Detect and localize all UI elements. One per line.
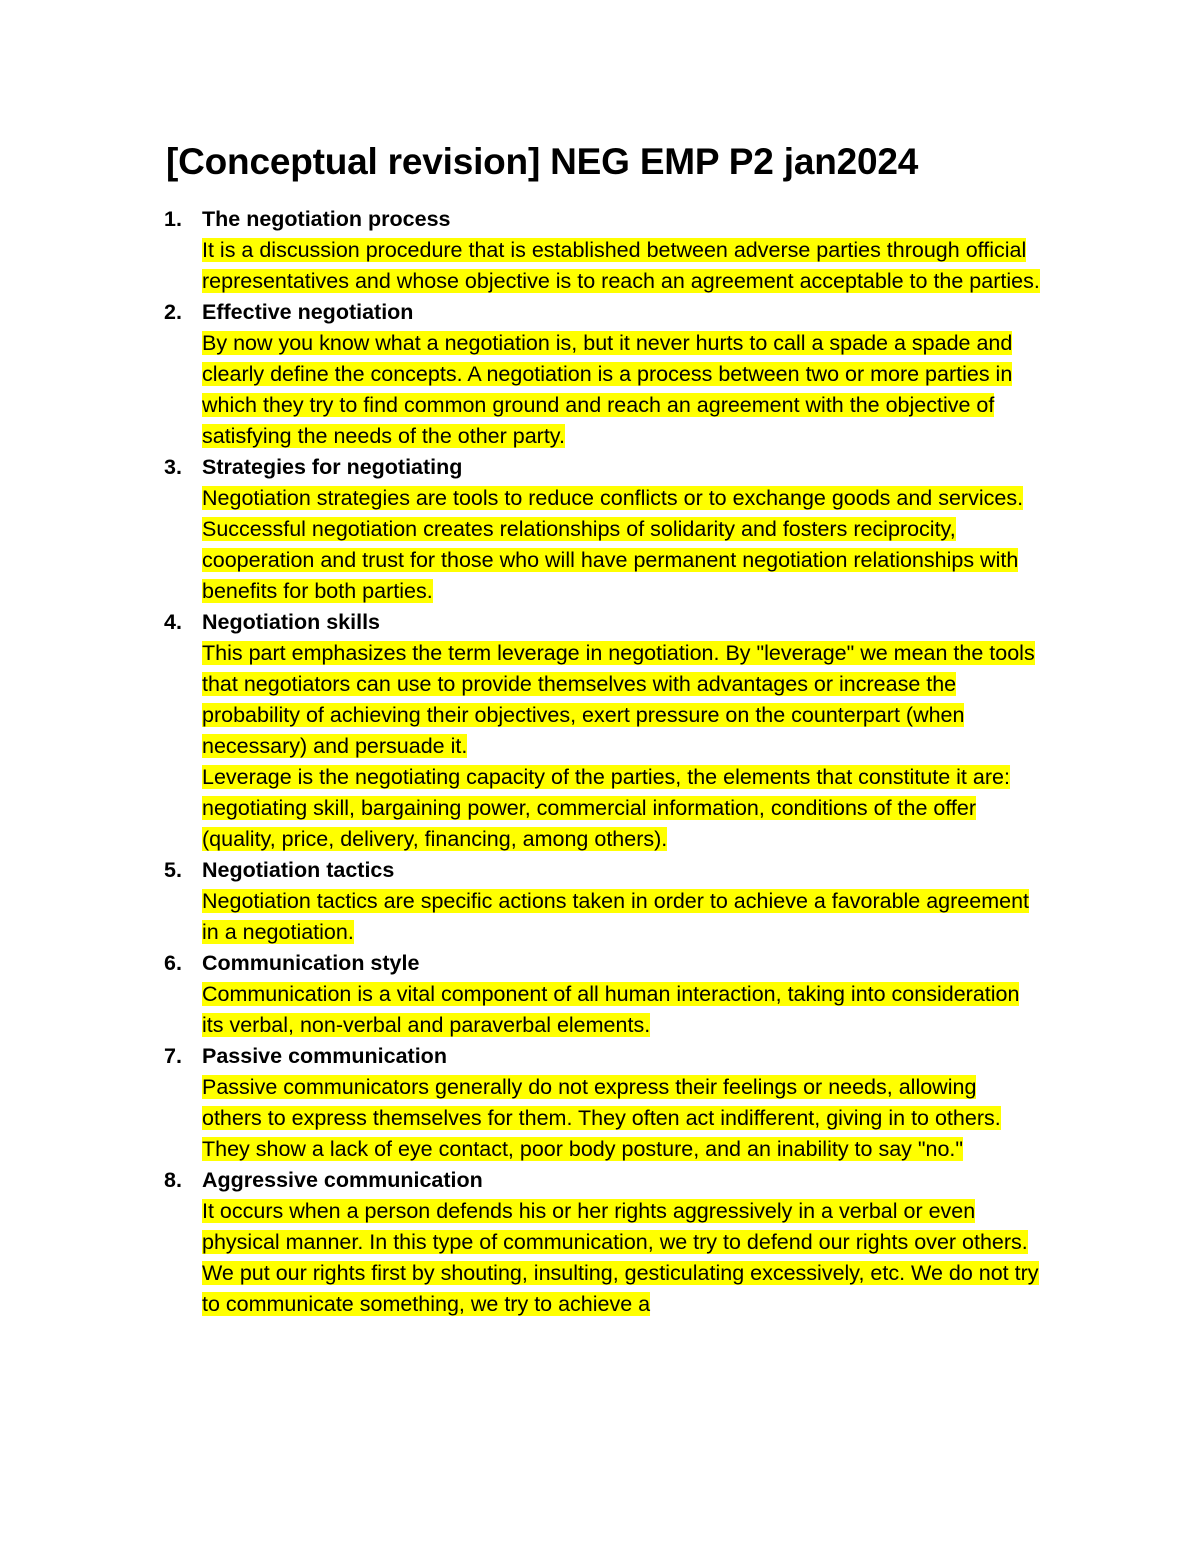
item-paragraph [202, 886, 1042, 948]
item-number: 2. [164, 300, 182, 324]
item-heading: Aggressive communication [202, 1168, 483, 1192]
concept-list [0, 204, 1200, 1320]
item-paragraph [202, 1196, 1042, 1320]
item-heading: Strategies for negotiating [202, 455, 463, 479]
highlighted-text: This part emphasizes the term leverage in negotiation. By "leverage" we mean the tools that negotiators can use to provide themselves with advantages or increase the probability of achieving their objectives, exert pressure on the counterpart (when necessary) and persuade it. [202, 641, 1035, 758]
highlighted-text: It occurs when a person defends his or her rights aggressively in a verbal or even physical manner. In this type of communication, we try to defend our rights over others. We put our rights first by shouting, insulting, gesticulating excessively, etc. We do not try to communicate something, we try to achieve a [202, 1199, 1039, 1316]
item-heading: The negotiation process [202, 207, 451, 231]
item-paragraph [202, 328, 1042, 452]
item-heading: Negotiation tactics [202, 858, 395, 882]
list-item [0, 1165, 1042, 1320]
highlighted-text: It is a discussion procedure that is established between adverse parties through official representatives and whose objective is to reach an agreement acceptable to the parties. [202, 238, 1040, 293]
item-number: 7. [164, 1044, 182, 1068]
item-paragraph [202, 762, 1042, 855]
item-heading: Communication style [202, 951, 420, 975]
highlighted-text: By now you know what a negotiation is, but it never hurts to call a spade a spade and clearly define the concepts. A negotiation is a process between two or more parties in which they try to find common ground and reach an agreement with the objective of satisfying the needs of the other party. [202, 331, 1013, 448]
list-item [0, 948, 1042, 1041]
highlighted-text: Passive communicators generally do not express their feelings or needs, allowing others to express themselves for them. They often act indifferent, giving in to others. They show a lack of eye contact, poor body posture, and an inability to say "no." [202, 1075, 1001, 1161]
item-paragraph [202, 483, 1042, 607]
list-item [0, 204, 1042, 297]
item-heading: Passive communication [202, 1044, 447, 1068]
list-item [0, 855, 1042, 948]
highlighted-text: Leverage is the negotiating capacity of the parties, the elements that constitute it are: negotiating skill, bargaining power, commercial information, conditions of the offer (quality, price, delivery, financing, among others). [202, 765, 1010, 851]
item-number: 3. [164, 455, 182, 479]
item-paragraph [202, 1072, 1042, 1165]
highlighted-text: Communication is a vital component of all human interaction, taking into consideration its verbal, non-verbal and paraverbal elements. [202, 982, 1020, 1037]
item-number: 5. [164, 858, 182, 882]
item-paragraph [202, 638, 1042, 762]
list-item [0, 297, 1042, 452]
item-heading: Negotiation skills [202, 610, 381, 634]
list-item [0, 452, 1042, 607]
highlighted-text: Negotiation tactics are specific actions taken in order to achieve a favorable agreement in a negotiation. [202, 889, 1030, 944]
item-number: 8. [164, 1168, 182, 1192]
highlighted-text: Negotiation strategies are tools to reduce conflicts or to exchange goods and services. Successful negotiation creates relationships of solidarity and fosters reciprocity, cooperation and trust for those who will have permanent negotiation relationships with benefits for both parties. [202, 486, 1024, 603]
item-heading: Effective negotiation [202, 300, 414, 324]
item-number: 1. [164, 207, 182, 231]
document-title: [Conceptual revision] NEG EMP P2 jan2024 [166, 141, 919, 182]
list-item [0, 1041, 1042, 1165]
item-paragraph [202, 235, 1042, 297]
item-number: 4. [164, 610, 182, 634]
item-paragraph [202, 979, 1042, 1041]
list-item [0, 607, 1042, 855]
item-number: 6. [164, 951, 182, 975]
